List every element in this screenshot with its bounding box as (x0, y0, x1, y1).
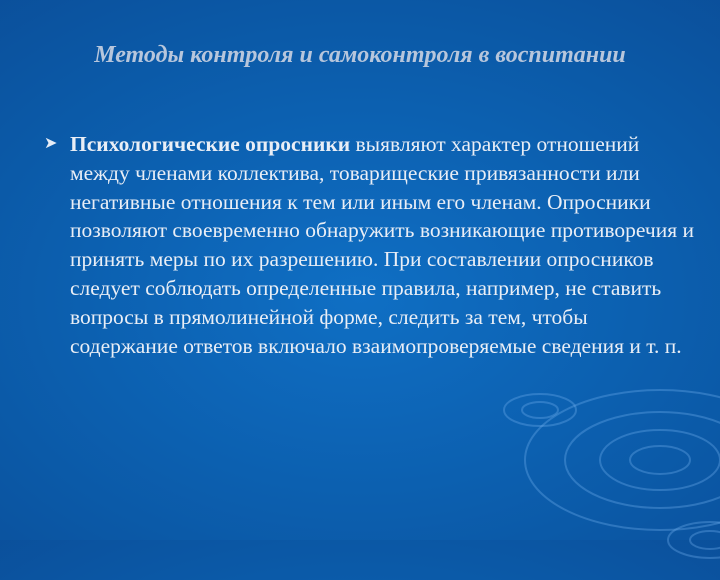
bullet-body: выявляют характер отношений между членами коллектива, товарищеские привязанности или негативные отношения к тем или иным его членам. Опросники позволяют своевременно обнаружить возникающие противоречия и принять меры по их разрешению. При составлении опросников следует соблюдать определенные правила, например, не ставить вопросы в прямолинейной форме, следить за тем, чтобы содержание ответов включало взаимопроверяемые сведения и т. п. (70, 132, 695, 358)
bullet-item (44, 130, 694, 360)
water-ripple-decoration (480, 340, 720, 580)
slide-title: Методы контроля и самоконтроля в воспитании (94, 42, 626, 68)
arrowhead-bullet-icon: ➤ (44, 133, 58, 152)
bullet-bold-lead: Психологические опросники (70, 132, 351, 156)
bullet-text (70, 130, 694, 360)
